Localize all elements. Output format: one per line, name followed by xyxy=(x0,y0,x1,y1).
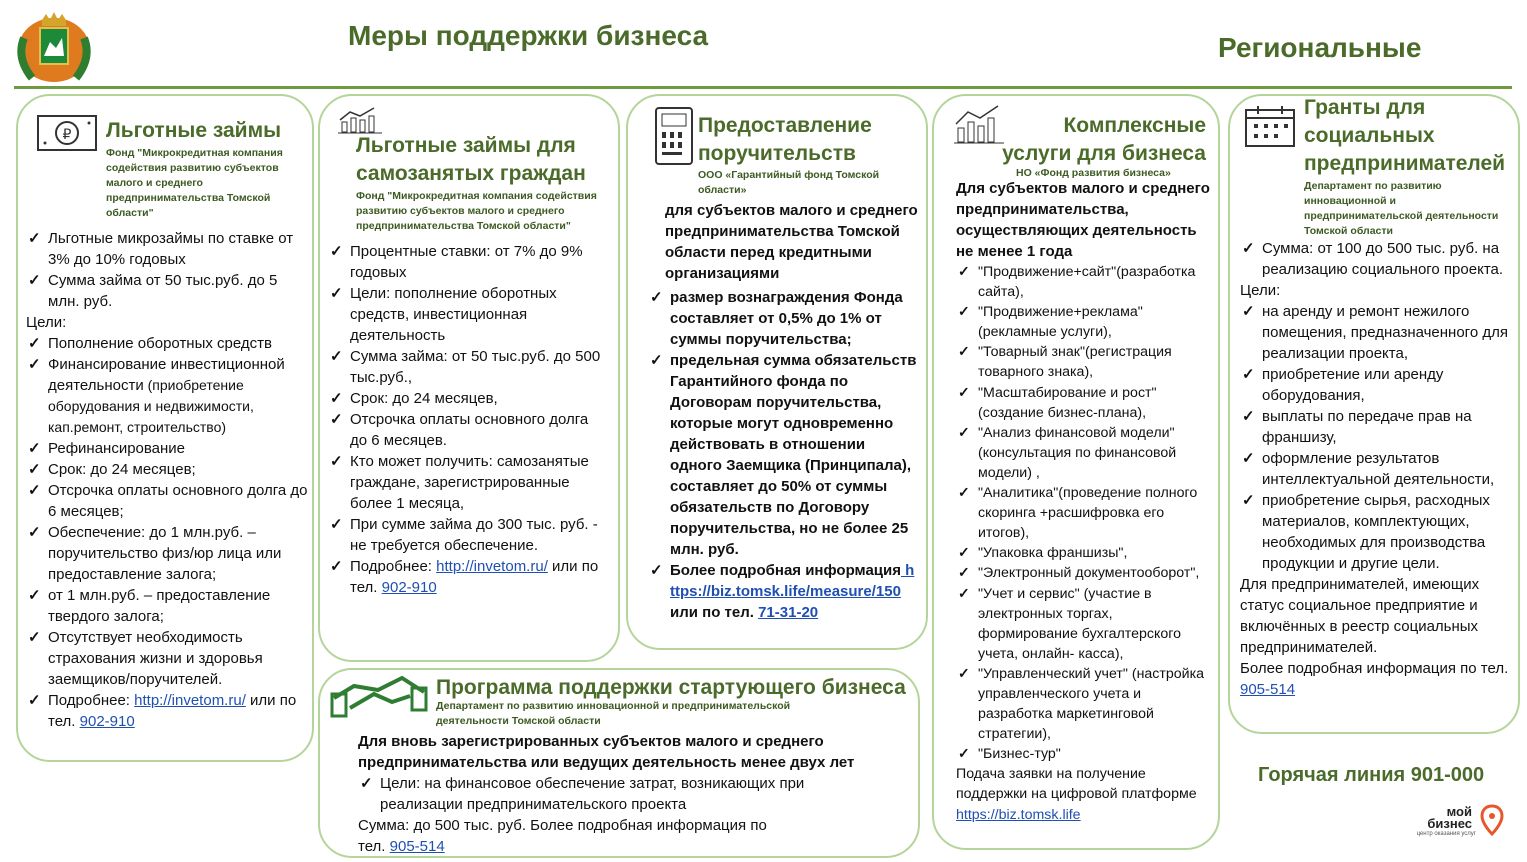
brand-line3: центр оказания услуг xyxy=(1416,831,1476,837)
phone-link[interactable]: 71-31-20 xyxy=(758,604,819,621)
biz-tomsk-link[interactable]: https://biz.tomsk.life xyxy=(956,806,1081,823)
card3-intro: для субъектов малого и среднего предпринимательства Томской области перед кредитными организациями xyxy=(665,202,918,282)
list-item: ✓ "Электронный документооборот", xyxy=(956,563,1216,583)
ruble-banknote-icon xyxy=(36,112,98,154)
brand-line2: бизнес xyxy=(1427,816,1472,831)
card1-org: Фонд "Микрокредитная компания содействия развитию субъектов малого и среднего предпринимательства Томской области" xyxy=(106,147,283,219)
list-item: ✓ оформление результатов интеллектуальной деятельности, xyxy=(1240,448,1514,490)
card1-body xyxy=(26,228,310,732)
page-subtitle: Региональные xyxy=(1218,32,1422,63)
invetom-link[interactable]: http://invetom.ru/ xyxy=(134,692,246,709)
list-item: ✓ Срок: до 24 месяцев, xyxy=(328,388,608,409)
calendar-icon xyxy=(1244,104,1296,148)
list-item: ✓ Сумма займа от 50 тыс.руб. до 5 млн. руб. xyxy=(26,270,310,312)
card3-body xyxy=(648,287,918,623)
card6-body xyxy=(358,773,888,857)
phone-link[interactable]: 905-514 xyxy=(389,838,445,855)
card6-org: Департамент по развитию инновационной и предпринимательской деятельности Томской области xyxy=(436,700,791,727)
list-item: ✓ "Учет и сервис" (участие в электронных торгах, формирование бухгалтерского учета, онлайн- касса), xyxy=(956,584,1216,664)
list-item: ✓ предельная сумма обязательств Гарантийного фонда по Договорам поручительства, которые могут одновременно действовать в отношении одного Заемщика (Принципала), составляет до 50% от суммы обязательств по Договору поручительства, но не более 25 млн. руб. xyxy=(648,350,918,560)
coat-of-arms-logo xyxy=(14,8,94,86)
list-item: ✓ "Товарный знак"(регистрация товарного знака), xyxy=(956,342,1216,382)
card2-title: Льготные займы для самозанятых граждан xyxy=(356,134,586,185)
goals-label: Цели: xyxy=(26,314,67,331)
list-item: ✓ Более подробная информация https://biz.tomsk.life/measure/150 или по тел. 71-31-20 xyxy=(648,560,918,623)
card4-body xyxy=(956,262,1216,825)
list-item: ✓ Процентные ставки: от 7% до 9% годовых xyxy=(328,241,608,283)
list-item: ✓ Отсрочка оплаты основного долга до 6 месяцев; xyxy=(26,480,310,522)
card4-title: Комплексные услуги для бизнеса xyxy=(1002,114,1206,165)
card5-title: Гранты для социальных предпринимателей xyxy=(1304,96,1506,175)
phone-link[interactable]: 902-910 xyxy=(79,713,135,730)
card5-more: Более подробная информация по тел. 905-514 xyxy=(1240,660,1509,698)
calculator-icon xyxy=(654,106,694,166)
card2-org: Фонд "Микрокредитная компания содействия развитию субъектов малого и среднего предпринимательства Томской области" xyxy=(356,190,597,232)
list-item: ✓ на аренду и ремонт нежилого помещения, предназначенного для реализации проекта, xyxy=(1240,301,1514,364)
card2-body xyxy=(328,241,608,598)
header-divider xyxy=(14,86,1512,89)
list-item: ✓ "Масштабирование и рост" (создание бизнес-плана), xyxy=(956,383,1216,423)
card5-body xyxy=(1240,238,1514,700)
card3-title: Предоставление поручительств xyxy=(698,114,872,165)
list-item: ✓ "Анализ финансовой модели"(консультация по финансовой модели) , xyxy=(956,423,1216,483)
card6-title: Программа поддержки стартующего бизнеса xyxy=(436,676,906,699)
location-pin-icon xyxy=(1480,804,1504,836)
list-item: ✓ Подробнее: http://invetom.ru/ или по тел. 902-910 xyxy=(328,556,608,598)
list-item: ✓ Кто может получить: самозанятые граждане, зарегистрированные более 1 месяца, xyxy=(328,451,608,514)
card3-org: ООО «Гарантийный фонд Томской области» xyxy=(698,169,880,196)
list-item: ✓ Цели: пополнение оборотных средств, инвестиционная деятельность xyxy=(328,283,608,346)
list-item: ✓ выплаты по передаче прав на франшизу, xyxy=(1240,406,1514,448)
list-item: ✓ приобретение или аренду оборудования, xyxy=(1240,364,1514,406)
card6-sum: Сумма: до 500 тыс. руб. Более подробная информация по тел. 905-514 xyxy=(358,817,767,855)
page-title: Меры поддержки бизнеса xyxy=(348,20,709,51)
svg-text:₽: ₽ xyxy=(62,127,72,143)
phone-link[interactable]: 902-910 xyxy=(381,579,437,596)
list-item: ✓ "Упаковка франшизы", xyxy=(956,543,1216,563)
goals-label: Цели: xyxy=(1240,282,1281,299)
card6-intro: Для вновь зарегистрированных субъектов малого и среднего предпринимательства или ведущих деятельность менее двух лет xyxy=(358,733,855,771)
list-item: ✓ "Продвижение+реклама"(рекламные услуги), xyxy=(956,302,1216,342)
list-item: ✓ размер вознаграждения Фонда составляет от 0,5% до 1% от суммы поручительства; xyxy=(648,287,918,350)
list-item: ✓ Пополнение оборотных средств xyxy=(26,333,310,354)
list-item: ✓ приобретение сырья, расходных материалов, комплектующих, необходимых для производства продукции и другие цели. xyxy=(1240,490,1514,574)
list-item: ✓ При сумме займа до 300 тыс. руб. - не требуется обеспечение. xyxy=(328,514,608,556)
list-item: ✓ "Управленческий учет" (настройка управленческого учета и разработка маркетинговой стратегии), xyxy=(956,664,1216,744)
list-item: ✓ Сумма займа: от 50 тыс.руб. до 500 тыс.руб., xyxy=(328,346,608,388)
hotline: Горячая линия 901-000 xyxy=(1258,764,1485,786)
list-item: ✓ "Продвижение+сайт"(разработка сайта), xyxy=(956,262,1216,302)
handshake-icon xyxy=(330,668,428,720)
list-item: ✓ Рефинансирование xyxy=(26,438,310,459)
list-item: ✓ Отсутствует необходимость страхования жизни и здоровья заемщиков/поручителей. xyxy=(26,627,310,690)
list-item: ✓ Финансирование инвестиционной деятельности (приобретение оборудования и недвижимости, кап.ремонт, строительство) xyxy=(26,354,310,438)
list-item: ✓ Обеспечение: до 1 млн.руб. – поручительство физ/юр лица или предоставление залога; xyxy=(26,522,310,585)
list-item: ✓ Отсрочка оплаты основного долга до 6 месяцев. xyxy=(328,409,608,451)
list-item: ✓ Льготные микрозаймы по ставке от 3% до 10% годовых xyxy=(26,228,310,270)
list-item: ✓ от 1 млн.руб. – предоставление твердого залога; xyxy=(26,585,310,627)
list-item: ✓ Сумма: от 100 до 500 тыс. руб. на реализацию социального проекта. xyxy=(1240,238,1514,280)
list-item: ✓ "Бизнес-тур" xyxy=(956,744,1216,764)
card5-org: Департамент по развитию инновационной и предпринимательской деятельности Томской области xyxy=(1304,180,1499,237)
card4-footer: Подача заявки на получение поддержки на цифровой платформе https://biz.tomsk.life xyxy=(956,766,1197,823)
bar-chart-icon xyxy=(338,106,382,134)
invetom-link[interactable]: http://invetom.ru/ xyxy=(436,558,548,575)
card4-intro: Для субъектов малого и среднего предпринимательства, осуществляющих деятельность не менее 1 года xyxy=(956,180,1210,260)
card4-org: НО «Фонд развития бизнеса» xyxy=(1016,167,1171,179)
moi-biznes-logo xyxy=(1404,804,1508,856)
brand-line1: мой xyxy=(1446,804,1472,819)
list-item: ✓ Подробнее: http://invetom.ru/ или по тел. 902-910 xyxy=(26,690,310,732)
list-item: ✓ Срок: до 24 месяцев; xyxy=(26,459,310,480)
list-item: ✓ "Аналитика"(проведение полного скоринга +расшифровка его итогов), xyxy=(956,483,1216,543)
phone-link[interactable]: 905-514 xyxy=(1240,681,1296,698)
list-item: ✓ Цели: на финансовое обеспечение затрат, возникающих при реализации предпринимательского проекта xyxy=(358,773,888,815)
card1-title: Льготные займы xyxy=(106,119,282,142)
biz-measure-link[interactable]: https://biz.tomsk.life/measure/150 xyxy=(670,562,915,600)
card5-note: Для предпринимателей, имеющих статус социальное предприятие и включённых в реестр социальных предпринимателей. xyxy=(1240,576,1480,656)
